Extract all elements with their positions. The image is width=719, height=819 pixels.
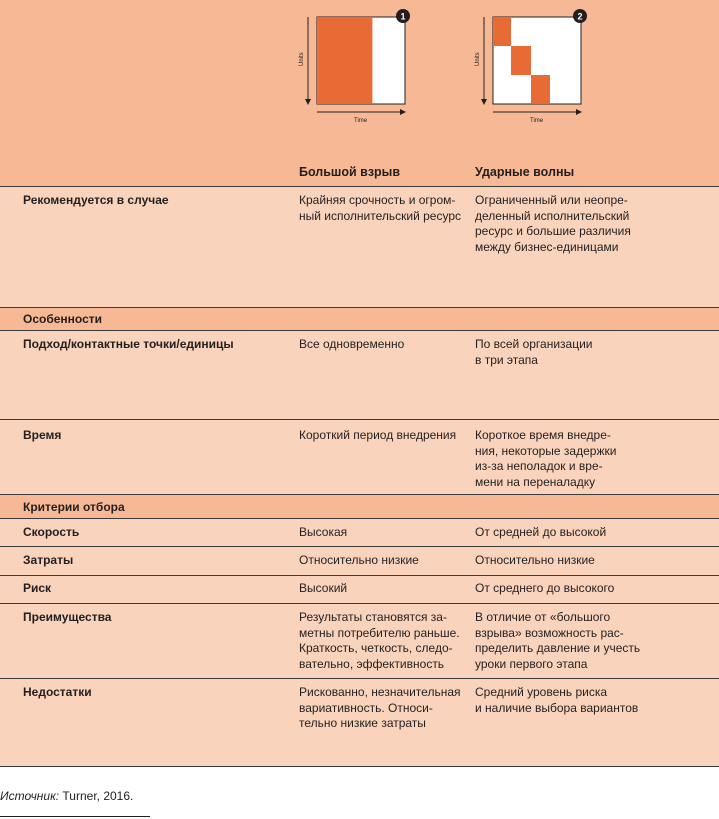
wave-block-3 [531, 75, 550, 104]
section-label-features: Особенности [23, 312, 103, 326]
row-divider [0, 494, 719, 495]
bigbang-approach: Все одновременно [299, 337, 405, 351]
column-heading-shock-waves: Ударные волны [475, 165, 575, 179]
time-axis-arrow-icon [576, 109, 582, 115]
row-divider [0, 766, 719, 767]
bigbang-recommended: Крайняя срочность и огром- ный исполнительский ресурс [299, 193, 461, 223]
diagram-shock-waves [471, 8, 591, 126]
row-label-advantages: Преимущества [23, 610, 112, 624]
source-note [0, 789, 133, 803]
shockwaves-approach: По всей организации в три этапа [475, 337, 593, 367]
units-axis-arrow-icon [481, 99, 487, 105]
time-axis-arrow-icon [400, 109, 406, 115]
row-label-time: Время [23, 428, 62, 442]
units-label: Units [475, 52, 481, 66]
bigbang-time: Короткий период внедрения [299, 428, 457, 442]
row-divider [0, 546, 719, 547]
shockwaves-disadvantages: Средний уровень риска и наличие выбора вариантов [475, 685, 639, 715]
units-axis-arrow-icon [305, 99, 311, 105]
row-divider [0, 678, 719, 679]
time-label: Time [530, 118, 544, 124]
column-heading-big-bang: Большой взрыв [299, 165, 401, 179]
row-divider [0, 419, 719, 420]
row-divider [0, 307, 719, 308]
source-prefix: Источник: [0, 789, 60, 803]
row-divider [0, 603, 719, 604]
row-divider [0, 330, 719, 331]
row-label-costs: Затраты [23, 553, 74, 567]
row-divider [0, 518, 719, 519]
row-label-disadvantages: Недостатки [23, 685, 92, 699]
shockwaves-advantages: В отличие от «большого взрыва» возможность рас- пределить давление и учесть уроки первого этапа [475, 610, 641, 671]
shockwaves-recommended: Ограниченный или неопре- деленный исполнительский ресурс и большие различия между бизнес-единицами [475, 193, 631, 254]
shockwaves-risk: От среднего до высокого [475, 581, 615, 595]
bigbang-block [317, 17, 372, 104]
bigbang-risk: Высокий [299, 581, 348, 595]
time-label: Time [354, 118, 368, 124]
footnote-rule [0, 816, 150, 817]
shockwaves-speed: От средней до высокой [475, 525, 607, 539]
badge-number: 1 [400, 11, 406, 22]
row-label-speed: Скорость [23, 525, 80, 539]
shockwaves-time: Короткое время внедре- ния, некоторые задержки из-за неполадок и вре- мени на переналадку [475, 428, 617, 489]
row-divider [0, 186, 719, 187]
bigbang-speed: Высокая [299, 525, 348, 539]
diagram-big-bang [296, 8, 416, 126]
row-divider [0, 575, 719, 576]
badge-number: 2 [577, 11, 583, 22]
bigbang-disadvantages: Рискованно, незначительная вариативность. Относи- тельно низкие затраты [299, 685, 461, 730]
row-label-approach: Подход/контактные точки/единицы [23, 337, 234, 351]
row-label-risk: Риск [23, 581, 52, 595]
source-text: Turner, 2016. [59, 789, 134, 803]
wave-block-2 [511, 46, 531, 75]
bigbang-advantages: Результаты становятся за- метны потребителю раньше. Краткость, четкость, следо- вательно, эффективность [299, 610, 460, 671]
shockwaves-costs: Относительно низкие [475, 553, 595, 567]
bigbang-costs: Относительно низкие [299, 553, 419, 567]
section-features [0, 308, 719, 330]
units-label: Units [299, 52, 305, 66]
row-label-recommended: Рекомендуется в случае [23, 193, 169, 207]
wave-block-1 [493, 17, 511, 46]
section-label-criteria: Критерии отбора [23, 500, 125, 514]
